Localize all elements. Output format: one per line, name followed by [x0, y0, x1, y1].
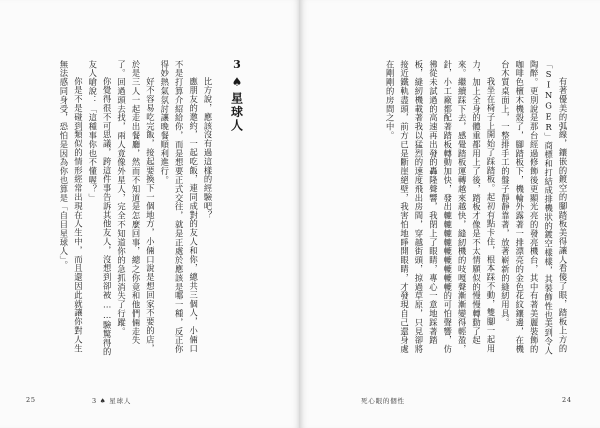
chapter-title: 星球人	[229, 92, 244, 133]
left-body-text	[40, 60, 215, 360]
running-head-left: 3 ♠ 星球人	[92, 397, 132, 405]
paragraph: 你覺得很不可思議，跨這件事告訴其他友人，沒想到卻被……驗驚得的友人嗆說：「這種事你也不懂喔？」	[87, 60, 113, 356]
paragraph: 比方說，應該沒有過這樣的經驗吧？	[203, 76, 213, 219]
chapter-heading	[226, 58, 248, 148]
spade-icon: ♠	[230, 74, 244, 90]
right-body-text	[345, 60, 570, 360]
paragraph: 應朋友的邀約，一起吃飯，連同成對的友人和你，總共三個人，小倆口不是打算介紹給你，而是想要正式交往，就是正處於應該是哪一種，反正你得妙熱氣氛討讓晚餐順利進行。	[159, 60, 199, 354]
paragraph: 有著優美的弧線，鑲嵌的鍍空的腳踏板美得讓人看傻了眼，踏板上方的「SINGER」商標和打結成排機狀的鍍空樣樣，其裝飾性也美到令人陶醉。更別說是那台經過修飾後更顯光亮的發亮機台，其中有著美麗裝飾的咖啡色檀木機殼了，腳踏板下，機輪外露著一排漂亮的金色花紋鑲邊，在機台木質桌面上，一整排手工的盤子靜靜靠著，放著嶄新的縫紉用具。	[500, 60, 568, 355]
paragraph: 你是不是碰到類似的情形經常出現在人生中，而且還因此就讓你對人生無法感同身受，恐怕是因為你也算是「自目星球人」。	[58, 60, 84, 353]
page-number-left: 25	[26, 396, 36, 404]
paragraph: 好不容易吃完飯，接起要換下一個地方，小倆口說是想回家不要的店，於是三人一起走出餐廳，然而不知道是怎麼回事，總之你竟和他們倆走失了。回過頭去找，兩人竟像外星人，完全不知道你的急抓消失了行蹤。	[116, 60, 156, 353]
right-page	[300, 0, 600, 428]
page-number-right: 24	[562, 396, 572, 404]
chapter-number: 3	[230, 58, 244, 73]
running-head-right: 死心眼的個性	[361, 397, 405, 405]
paragraph: 我坐在椅子上開始了踩踏板。起初有點卡住，根本踩不動，雙腳一起用力，加上全身的體重都用上了後，踏板才像是不太情願似的慢慢轉動了起來。繼續踩下去，感覺踏板運轉越來越快，縫紉機的吱嘎聲漸漸變得輕盈，針，小工廠都配著踏板轉動加快，發出轆轆轆轆轆轆轆轆轆的可怕聲響，仿彿從未試過的高速再出發的轟隆聲響，我閉上了眼睛，專心一意地踩著踏板，縫紉機載著我以猛烈的速度飛出房間，穿越街頭，掠過草原，只見卻將接近鐵軌盡頭，前方已是斷崖絕壁，我害怕地睜開眼睛，才發現自己還身處在剛剛的房間之中。	[385, 60, 496, 354]
